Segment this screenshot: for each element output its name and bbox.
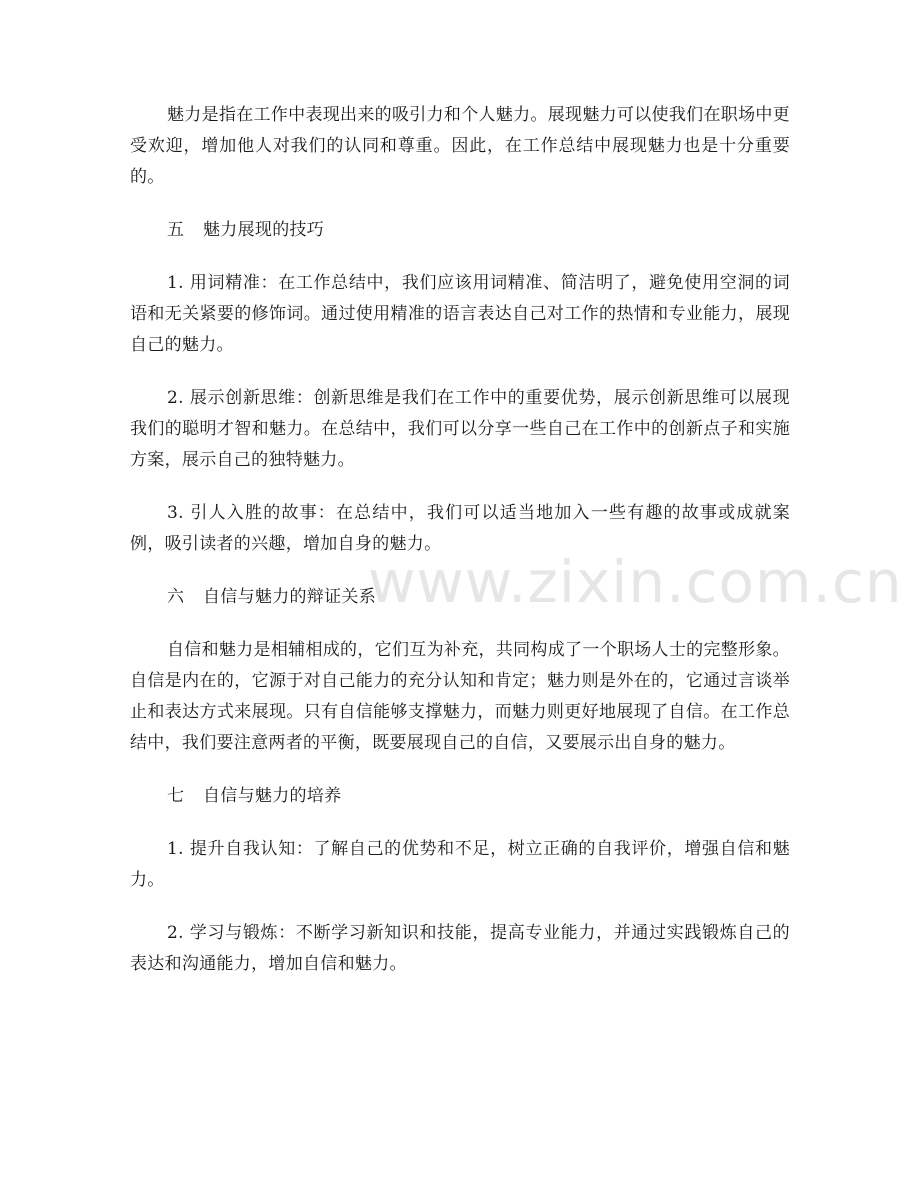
section-seven-point-2: 2. 学习与锻炼：不断学习新知识和技能，提高专业能力，并通过实践锻炼自己的表达和沟通能力，增加自信和魅力。 [130, 923, 790, 974]
section-six-heading [130, 582, 790, 613]
section-six-title: 自信与魅力的辩证关系 [203, 587, 376, 607]
section-five-title: 魅力展现的技巧 [203, 220, 325, 240]
section-five-point-1: 1. 用词精准：在工作总结中，我们应该用词精准、简洁明了，避免使用空洞的词语和无关紧要的修饰词。通过使用精准的语言表达自己对工作的热情和专业能力，展现自己的魅力。 [130, 273, 790, 355]
section-five-number: 五 [167, 220, 185, 240]
section-five-heading [130, 215, 790, 246]
section-seven-title: 自信与魅力的培养 [203, 786, 342, 806]
watermark-text: www.zixin.com.cn [368, 548, 903, 616]
section-seven-point-1: 1. 提升自我认知：了解自己的优势和不足，树立正确的自我评价，增强自信和魅力。 [130, 839, 790, 890]
section-six-number: 六 [167, 587, 185, 607]
section-seven-heading [130, 781, 790, 812]
section-five-point-3: 3. 引人入胜的故事：在总结中，我们可以适当地加入一些有趣的故事或成就案例，吸引读者的兴趣，增加自身的魅力。 [130, 503, 790, 554]
section-five-point-2: 2. 展示创新思维：创新思维是我们在工作中的重要优势，展示创新思维可以展现我们的聪明才智和魅力。在总结中，我们可以分享一些自己在工作中的创新点子和实施方案，展示自己的独特魅力。 [130, 388, 790, 470]
section-seven-number: 七 [167, 786, 185, 806]
section-six-paragraph: 自信和魅力是相辅相成的，它们互为补充，共同构成了一个职场人士的完整形象。自信是内在的，它源于对自己能力的充分认知和肯定；魅力则是外在的，它通过言谈举止和表达方式来展现。只有自信能够支撑魅力，而魅力则更好地展现了自信。在工作总结中，我们要注意两者的平衡，既要展现自己的自信，又要展示出自身的魅力。 [130, 640, 790, 753]
intro-paragraph: 魅力是指在工作中表现出来的吸引力和个人魅力。展现魅力可以使我们在职场中更受欢迎，增加他人对我们的认同和尊重。因此，在工作总结中展现魅力也是十分重要的。 [130, 105, 790, 187]
document-page [130, 100, 790, 1002]
